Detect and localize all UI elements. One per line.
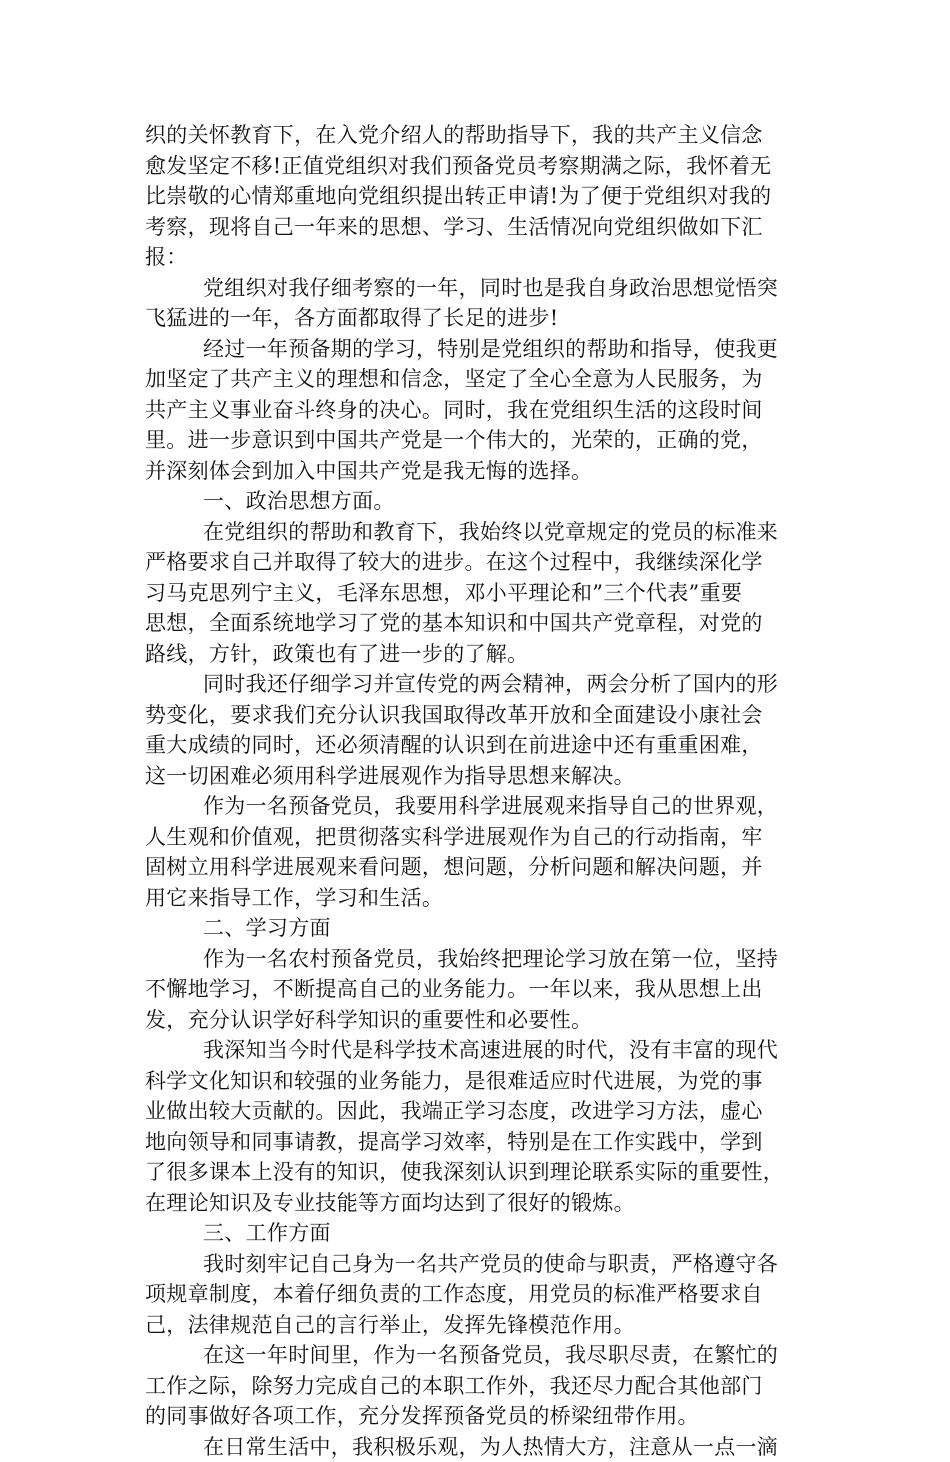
text-line: 工作之际，除努力完成自己的本职工作外，我还尽力配合其他部门 (145, 1371, 811, 1402)
text-line: 人生观和价值观，把贯彻落实科学进展观作为自己的行动指南，牢 (145, 822, 811, 853)
text-line: 固树立用科学进展观来看问题，想问题，分析问题和解决问题，并 (145, 852, 811, 883)
text-line: 三、工作方面 (145, 1218, 811, 1249)
text-line: 项规章制度，本着仔细负责的工作态度，用党员的标准严格要求自 (145, 1279, 811, 1310)
text-line: 这一切困难必须用科学进展观作为指导思想来解决。 (145, 761, 811, 792)
text-line: 飞猛进的一年，各方面都取得了长足的进步! (145, 303, 811, 334)
text-line: 加坚定了共产主义的理想和信念，坚定了全心全意为人民服务，为 (145, 364, 811, 395)
text-line: 的同事做好各项工作，充分发挥预备党员的桥梁纽带作用。 (145, 1401, 811, 1432)
text-line: 在这一年时间里，作为一名预备党员，我尽职尽责，在繁忙的 (145, 1340, 811, 1371)
text-line: 己，法律规范自己的言行举止，发挥先锋模范作用。 (145, 1310, 811, 1341)
text-line: 势变化，要求我们充分认识我国取得改革开放和全面建设小康社会 (145, 700, 811, 731)
text-line: 报： (145, 242, 811, 273)
text-line: 在党组织的帮助和教育下，我始终以党章规定的党员的标准来 (145, 517, 811, 548)
text-line: 织的关怀教育下，在入党介绍人的帮助指导下，我的共产主义信念 (145, 120, 811, 151)
text-line: 不懈地学习，不断提高自己的业务能力。一年以来，我从思想上出 (145, 974, 811, 1005)
document-body (145, 120, 811, 1462)
text-line: 我深知当今时代是科学技术高速进展的时代，没有丰富的现代 (145, 1035, 811, 1066)
text-line: 了很多课本上没有的知识，使我深刻认识到理论联系实际的重要性， (145, 1157, 811, 1188)
text-line: 思想，全面系统地学习了党的基本知识和中国共产党章程，对党的 (145, 608, 811, 639)
text-line: 地向领导和同事请教，提高学习效率，特别是在工作实践中，学到 (145, 1127, 811, 1158)
text-line: 愈发坚定不移!正值党组织对我们预备党员考察期满之际，我怀着无 (145, 151, 811, 182)
text-line: 用它来指导工作，学习和生活。 (145, 883, 811, 914)
text-line: 同时我还仔细学习并宣传党的两会精神，两会分析了国内的形 (145, 669, 811, 700)
text-line: 习马克思列宁主义，毛泽东思想，邓小平理论和”三个代表”重要 (145, 578, 811, 609)
text-line: 一、政治思想方面。 (145, 486, 811, 517)
text-line: 科学文化知识和较强的业务能力，是很难适应时代进展，为党的事 (145, 1066, 811, 1097)
text-line: 发，充分认识学好科学知识的重要性和必要性。 (145, 1005, 811, 1036)
text-line: 经过一年预备期的学习，特别是党组织的帮助和指导，使我更 (145, 334, 811, 365)
text-line: 里。进一步意识到中国共产党是一个伟大的，光荣的，正确的党， (145, 425, 811, 456)
text-line: 作为一名农村预备党员，我始终把理论学习放在第一位，坚持 (145, 944, 811, 975)
text-line: 比崇敬的心情郑重地向党组织提出转正申请!为了便于党组织对我的 (145, 181, 811, 212)
text-line: 重大成绩的同时，还必须清醒的认识到在前进途中还有重重困难， (145, 730, 811, 761)
text-line: 在日常生活中，我积极乐观，为人热情大方，注意从一点一滴 (145, 1432, 811, 1462)
text-line: 作为一名预备党员，我要用科学进展观来指导自己的世界观， (145, 791, 811, 822)
text-line: 考察，现将自己一年来的思想、学习、生活情况向党组织做如下汇 (145, 212, 811, 243)
text-line: 共产主义事业奋斗终身的决心。同时，我在党组织生活的这段时间 (145, 395, 811, 426)
text-line: 我时刻牢记自己身为一名共产党员的使命与职责，严格遵守各 (145, 1249, 811, 1280)
text-line: 路线，方针，政策也有了进一步的了解。 (145, 639, 811, 670)
text-line: 严格要求自己并取得了较大的进步。在这个过程中，我继续深化学 (145, 547, 811, 578)
text-line: 在理论知识及专业技能等方面均达到了很好的锻炼。 (145, 1188, 811, 1219)
text-line: 党组织对我仔细考察的一年，同时也是我自身政治思想觉悟突 (145, 273, 811, 304)
text-line: 并深刻体会到加入中国共产党是我无悔的选择。 (145, 456, 811, 487)
text-line: 业做出较大贡献的。因此，我端正学习态度，改进学习方法，虚心 (145, 1096, 811, 1127)
text-line: 二、学习方面 (145, 913, 811, 944)
